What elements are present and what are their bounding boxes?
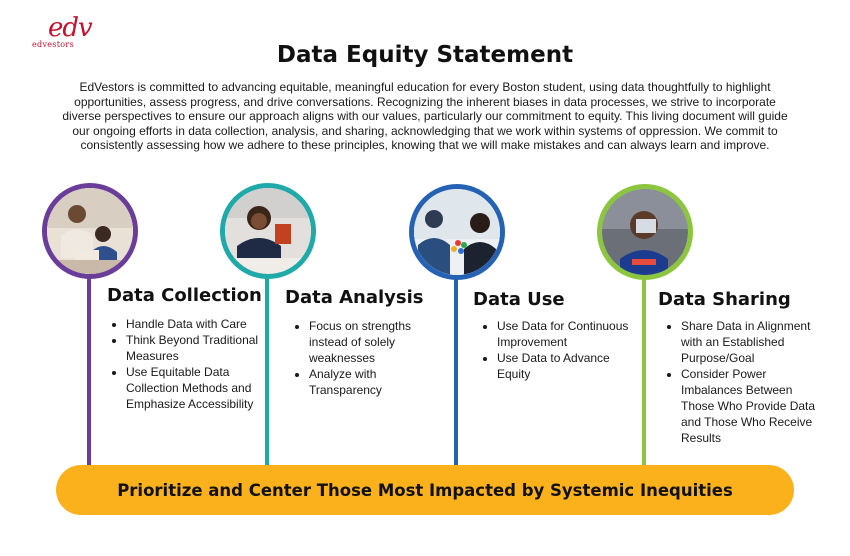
page-title: Data Equity Statement	[276, 42, 574, 68]
photo-data-sharing	[597, 184, 693, 280]
priority-banner	[56, 465, 794, 515]
list-item: • Handle Data with Care	[126, 316, 261, 332]
intro-paragraph: EdVestors is committed to advancing equitable, meaningful education for every Boston student, using data thoughtfully to highlight opportunities, assess progress, and drive conversations. Recognizing the inherent biases in data processes, we strive to incorporate diverse perspectives to ensure our approach aligns with our values, particularly our commitment to equity. This living document will guide our ongoing efforts in data collection, analysis, and sharing, acknowledging that we work within systems of oppression. We commit to consistently assessing how we adhere to these principles, knowing that we will make mistakes and can always learn and improve.	[62, 80, 788, 153]
pillar-list-use	[479, 318, 632, 382]
list-item: • Consider Power Imbalances Between Those Who Provide Data and Those Who Receive Results	[681, 366, 821, 446]
logo-wordmark: edvestors	[32, 40, 74, 49]
priority-banner-text: Prioritize and Center Those Most Impacted by Systemic Inequities	[117, 480, 733, 500]
timeline-line-sharing	[642, 258, 646, 468]
list-item: • Think Beyond Traditional Measures	[126, 332, 261, 364]
pillar-heading-collection: Data Collection	[107, 285, 262, 306]
logo-mark: edv	[48, 13, 92, 43]
list-item: • Use Equitable Data Collection Methods and Emphasize Accessibility	[126, 364, 261, 412]
photo-data-use	[409, 184, 505, 280]
list-item: • Use Data to Advance Equity	[497, 350, 632, 382]
list-item: • Share Data in Alignment with an Established Purpose/Goal	[681, 318, 821, 366]
list-item: • Analyze with Transparency	[309, 366, 444, 398]
pillar-list-collection	[108, 316, 261, 412]
timeline-line-analysis	[265, 258, 269, 468]
photo-data-analysis	[220, 183, 316, 279]
pillar-list-analysis	[291, 318, 444, 398]
pillar-heading-use: Data Use	[473, 289, 565, 310]
timeline-line-collection	[87, 258, 91, 468]
pillar-list-sharing	[663, 318, 821, 446]
pillar-heading-analysis: Data Analysis	[285, 287, 424, 308]
pillar-heading-sharing: Data Sharing	[658, 289, 791, 310]
photo-data-collection	[42, 183, 138, 279]
list-item: • Use Data for Continuous Improvement	[497, 318, 632, 350]
list-item: • Focus on strengths instead of solely weaknesses	[309, 318, 444, 366]
timeline-line-use	[454, 258, 458, 468]
